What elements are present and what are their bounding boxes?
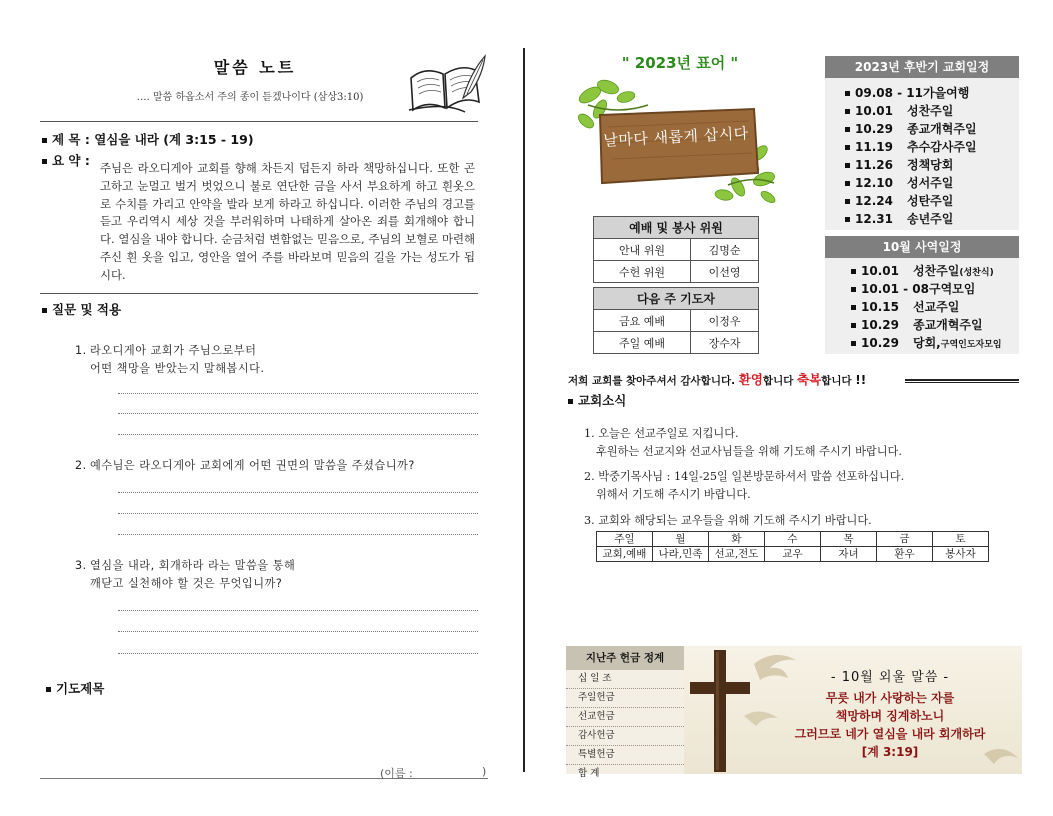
bullet-square-icon — [42, 159, 47, 164]
bullet-square-icon — [845, 181, 850, 186]
schedule-event: 송년주일 — [907, 212, 954, 226]
schedule-date: 10.29 — [861, 318, 899, 332]
answer-line[interactable] — [118, 631, 478, 632]
question-2 — [75, 457, 415, 475]
schedule-date: 10.15 — [861, 300, 899, 314]
schedule-event: 당회, — [913, 336, 941, 350]
table-row — [594, 261, 759, 283]
schedule-note: (성찬식) — [959, 268, 994, 278]
offering-item: 감사헌금 — [566, 727, 684, 746]
schedule-event: 정책당회 — [907, 158, 954, 172]
bullet-square-icon — [851, 341, 856, 346]
memory-verse-title: - 10월 외울 말씀 - — [830, 670, 950, 685]
blessing-word: 축복 — [797, 372, 822, 387]
welcome-mid: 합니다 — [762, 375, 794, 387]
schedule-date: 10.01 - 08 — [861, 282, 929, 296]
name-close: ) — [482, 765, 487, 778]
table-row — [594, 310, 759, 332]
bullet-square-icon — [845, 145, 850, 150]
welcome-prefix: 저희 교회를 찾아주셔서 감사합니다. — [568, 375, 736, 387]
list-item — [851, 280, 975, 298]
list-item — [845, 192, 953, 210]
sermon-notes-page — [0, 0, 520, 816]
role-cell: 주일 예배 — [594, 332, 691, 354]
topic-cell: 선교,전도 — [709, 547, 765, 562]
schedule-date: 11.26 — [855, 158, 893, 172]
day-cell: 화 — [709, 532, 765, 547]
questions-label: 질문 및 적용 — [52, 302, 122, 317]
schedule-date: 10.01 — [861, 264, 899, 278]
open-bible-icon — [405, 52, 490, 114]
answer-line[interactable] — [118, 513, 478, 514]
bullet-square-icon — [851, 269, 856, 274]
list-item — [851, 316, 983, 334]
list-item — [845, 210, 953, 228]
answer-line[interactable] — [118, 492, 478, 493]
sermon-summary: 주님은 라오디게아 교회를 향해 차든지 덥든지 하라 책망하십니다. 또한 곤고하고 눈멀고 벌거 벗었으니 불로 연단한 금을 사서 부요하게 하고 흰옷으로 수치를 가리고 안약을 발라 보게 하라고 하십니다. 이러한 주님의 경고를 듣고 우리역시 세상 것을 부러워하며 나태하게 살아온 죄를 회개해야 합니다. 열심을 내야 합니다. 순금처럼 변함없는 믿음으로, 주님의 보혈로 마련해주신 흰 옷을 입고, 영안을 열어 주를 바라보며 믿음의 길을 가는 성도가 됩시다. — [100, 161, 475, 282]
schedule-h2-header: 2023년 후반기 교회일정 — [825, 56, 1019, 78]
schedule-date: 10.01 — [855, 104, 893, 118]
answer-line[interactable] — [118, 610, 478, 611]
schedule-event: 선교주일 — [913, 300, 960, 314]
table-row — [594, 332, 759, 354]
welcome-word: 환영 — [738, 372, 763, 387]
list-item — [851, 298, 959, 316]
schedule-date: 10.29 — [861, 336, 899, 350]
bullet-square-icon — [42, 308, 47, 313]
bullet-square-icon — [851, 305, 856, 310]
news-item-3 — [584, 512, 872, 530]
list-item — [845, 156, 953, 174]
weekly-prayer-table — [596, 531, 989, 562]
bullet-square-icon — [845, 109, 850, 114]
day-cell: 금 — [877, 532, 933, 547]
schedule-event: 추수감사주일 — [907, 140, 977, 154]
bullet-square-icon — [845, 199, 850, 204]
service-table — [593, 216, 759, 283]
day-cell: 주일 — [597, 532, 653, 547]
motto-title: " 2023년 표어 " — [621, 54, 739, 72]
title-rule — [40, 121, 478, 122]
subject-text: 열심을 내라 (계 3:15 - 19) — [94, 132, 254, 147]
notes-title: 말씀 노트 — [213, 58, 297, 77]
memory-verse-line: 그러므로 네가 열심을 내라 회개하라 — [794, 727, 986, 741]
news-item-2 — [584, 468, 904, 504]
question-text: 어떤 책망을 받았는지 말해봅시다. — [90, 362, 265, 375]
offering-item: 특별헌금 — [566, 746, 684, 765]
offering-item: 선교헌금 — [566, 708, 684, 727]
schedule-event: 종교개혁주일 — [913, 318, 983, 332]
schedule-date: 09.08 - 11 — [855, 86, 923, 100]
table-row — [597, 532, 989, 547]
list-item — [845, 120, 977, 138]
service-header: 예배 및 봉사 위원 — [594, 217, 759, 239]
prayer-leader-header: 다음 주 기도자 — [594, 288, 759, 310]
question-1 — [75, 342, 265, 378]
topic-cell: 자녀 — [821, 547, 877, 562]
prayer-topics-label: 기도제목 — [56, 681, 105, 696]
schedule-event: 성찬주일 — [913, 264, 960, 278]
offering-panel — [566, 646, 684, 779]
schedule-date: 12.24 — [855, 194, 893, 208]
offering-item: 합 계 — [578, 768, 600, 779]
motto-text: 날마다 새롭게 삽시다 — [602, 124, 750, 150]
question-3 — [75, 557, 295, 593]
news-label: 교회소식 — [578, 393, 627, 408]
list-item — [845, 174, 953, 192]
memory-verse-reference: [계 3:19] — [861, 745, 919, 759]
schedule-oct-list — [825, 258, 1019, 354]
schedule-oct-header: 10월 사역일정 — [825, 236, 1019, 258]
answer-line[interactable] — [118, 534, 478, 535]
welcome-exclamation: !! — [855, 373, 867, 387]
schedule-event: 성서주일 — [907, 176, 954, 190]
welcome-rule — [905, 379, 1019, 383]
offering-header: 지난주 헌금 정계 — [566, 646, 684, 670]
questions-label-row — [42, 300, 121, 318]
answer-line[interactable] — [118, 653, 478, 654]
schedule-event: 종교개혁주일 — [907, 122, 977, 136]
schedule-date: 11.19 — [855, 140, 893, 154]
schedule-date: 12.31 — [855, 212, 893, 226]
news-line: 2. 박중기목사님 : 14일-25일 일본방문하셔서 말씀 선포하십니다. — [584, 470, 905, 483]
answer-line[interactable] — [118, 434, 478, 435]
summary-label: 요 약 : — [52, 153, 90, 168]
question-number: 3. — [75, 559, 87, 572]
bullet-square-icon — [851, 287, 856, 292]
question-number: 1. — [75, 344, 87, 357]
question-text: 라오디게아 교회가 주님으로부터 — [90, 344, 257, 357]
schedule-h2-list — [825, 78, 1019, 230]
summary-rule — [40, 293, 478, 294]
topic-cell: 교우 — [765, 547, 821, 562]
day-cell: 월 — [653, 532, 709, 547]
list-item — [845, 84, 969, 102]
day-cell: 수 — [765, 532, 821, 547]
name-cell: 김명순 — [691, 239, 759, 261]
memory-verse-line: 책망하며 징계하노니 — [835, 709, 945, 723]
name-field[interactable] — [40, 765, 488, 779]
schedule-note: 구역인도자모임 — [940, 340, 1002, 350]
bullet-square-icon — [851, 323, 856, 328]
schedule-event: 구역모임 — [929, 282, 976, 296]
prayer-leader-table — [593, 287, 759, 354]
welcome-suffix: 합니다 — [821, 375, 852, 387]
news-line: 3. 교회와 해당되는 교우들을 위해 기도해 주시기 바랍니다. — [584, 514, 872, 527]
news-item-1 — [584, 425, 902, 461]
role-cell: 수헌 위원 — [594, 261, 691, 283]
name-cell: 장수자 — [691, 332, 759, 354]
news-line: 위해서 기도해 주시기 바랍니다. — [596, 488, 751, 501]
bullet-square-icon — [845, 217, 850, 222]
table-row — [597, 547, 989, 562]
topic-cell: 나라,민족 — [653, 547, 709, 562]
bullet-square-icon — [845, 163, 850, 168]
role-cell: 안내 위원 — [594, 239, 691, 261]
prayer-topics-label-row — [46, 679, 104, 697]
name-cell: 이정우 — [691, 310, 759, 332]
name-cell: 이선영 — [691, 261, 759, 283]
offering-item: 주일헌금 — [566, 689, 684, 708]
schedule-event: 성탄주일 — [907, 194, 954, 208]
bullet-square-icon — [845, 127, 850, 132]
topic-cell: 환우 — [877, 547, 933, 562]
role-cell: 금요 예배 — [594, 310, 691, 332]
news-label-row — [568, 391, 626, 409]
question-text: 깨닫고 실천해야 할 것은 무엇입니까? — [90, 577, 283, 590]
summary-label-row — [42, 151, 90, 169]
table-row — [594, 239, 759, 261]
memory-verse-line: 무릇 내가 사랑하는 자를 — [825, 691, 955, 705]
day-cell: 목 — [821, 532, 877, 547]
schedule-date: 10.29 — [855, 122, 893, 136]
answer-line[interactable] — [118, 393, 478, 394]
sermon-subject — [42, 130, 254, 148]
news-line: 후원하는 선교지와 선교사님들을 위해 기도해 주시기 바랍니다. — [596, 445, 902, 458]
topic-cell: 봉사자 — [933, 547, 989, 562]
bullet-square-icon — [42, 138, 47, 143]
question-text: 열심을 내라, 회개하라 라는 말씀을 통해 — [90, 559, 296, 572]
schedule-event: 가을여행 — [923, 86, 970, 100]
question-text: 예수님은 라오디게아 교회에게 어떤 권면의 말씀을 주셨습니까? — [90, 459, 415, 472]
day-cell: 토 — [933, 532, 989, 547]
page-divider — [523, 48, 525, 772]
offering-item: 십 일 조 — [566, 670, 684, 689]
bullet-square-icon — [845, 91, 850, 96]
schedule-event: 성찬주일 — [907, 104, 954, 118]
bullet-square-icon — [568, 399, 573, 404]
list-item — [851, 334, 1002, 352]
list-item — [851, 262, 994, 280]
news-line: 1. 오늘은 선교주일로 지킵니다. — [584, 427, 739, 440]
list-item — [845, 138, 977, 156]
schedule-date: 12.10 — [855, 176, 893, 190]
welcome-message — [568, 370, 866, 388]
bullet-square-icon — [46, 687, 51, 692]
list-item — [845, 102, 953, 120]
name-label: (이름 : — [380, 767, 413, 780]
answer-line[interactable] — [118, 413, 478, 414]
topic-cell: 교회,예배 — [597, 547, 653, 562]
question-number: 2. — [75, 459, 87, 472]
notes-subtitle: …. 말씀 하옵소서 주의 종이 듣겠나이다 (삼상3:10) — [136, 92, 364, 103]
subject-label: 제 목 : — [52, 132, 90, 147]
